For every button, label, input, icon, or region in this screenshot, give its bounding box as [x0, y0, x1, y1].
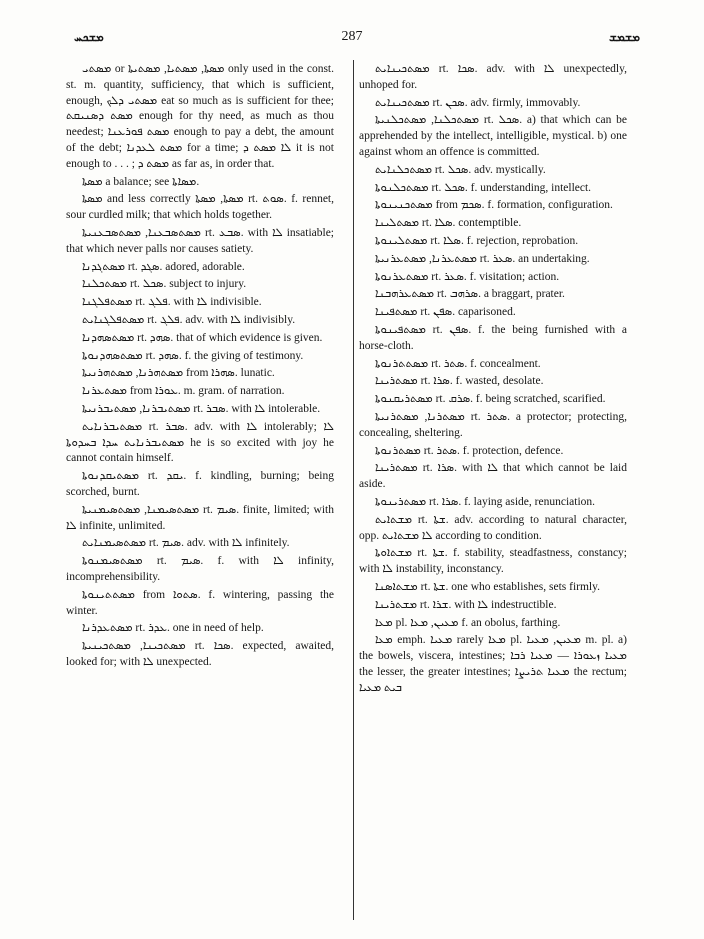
dictionary-entry: ܡܣܬܣܗܕܢܘܬܐ rt. ܣܗܕ. f. the giving of testimony. [82, 349, 304, 362]
dictionary-entry: ܡܣܬܣܝܡܢܐܝܬ rt. ܣܝܡ. adv. with ܠܐ infinitely. [82, 537, 290, 550]
dictionary-entry: ܡܣܬܦܝܢܘܬܐ rt. ܣܦܢ. f. the being furnished with a horse-cloth. [359, 323, 627, 352]
dictionary-entry: ܡܣܬܠܝܢܘܬܐ rt. ܣܠܐ. f. rejection, reprobation. [375, 234, 579, 247]
dictionary-entry: ܡܫܬܐܝܬ rt. ܫܬܐ. adv. according to natural character, opp. ܠܐ ܡܫܬܐܝܬ according to condition. [359, 513, 628, 542]
dictionary-entry: ܡܥܐ emph. ܡܥܝܐ rarely ܡܥܐ pl. ܡܥܝܢ, ܡܥܝܐ m. pl. a) the bowels, viscera, intestines; ܡܥܝܐ ܙܥܘܪܐ — ܡܥܝܐ ܪܒܐ the lesser, the greater intestines; ܡܥܝܐ ܬܪܝܨܐ the rectum; ܒܝܬ ܡܥܝܐ [359, 634, 627, 694]
dictionary-entry: ܡܣܬܟܠܢܐ rt. ܣܟܠ. subject to injury. [82, 278, 247, 291]
dictionary-entry: ܡܣܬܓܕܢܐ rt. ܣܓܕ. adored, adorable. [82, 260, 245, 273]
dictionary-entry: ܡܣܬܣܗܕܢܐ rt. ܣܗܕ. that of which evidence is given. [82, 331, 323, 344]
column-divider [353, 60, 354, 920]
dictionary-entry: ܡܣܬܐ a balance; see ܡܣܐܬܐ. [82, 175, 200, 188]
dictionary-entry: ܡܫܬܐܘܬܐ rt. ܫܬܐ. f. stability, steadfastness, constancy; with ܠܐ instability, inconstancy. [359, 547, 627, 576]
left-column [66, 62, 334, 673]
right-column [359, 62, 627, 698]
dictionary-entry: ܡܣܬܝܩܕܢܘܬܐ rt. ܝܩܕ. f. kindling, burning; being scorched, burnt. [66, 470, 335, 498]
dictionary-entry: ܡܣܬܦܝܢܐ rt. ܣܦܢ. caparisoned. [375, 306, 516, 319]
dictionary-entry: ܡܣܬܐ and less correctly ܡܣܬܐ, ܡܣܬܐ rt. ܣܘܬ. f. rennet, sour curdled milk; that which holds together. [66, 193, 334, 222]
dictionary-entry: ܡܣܬܟܝܢܐܝܬ rt. ܣܟܐ. adv. with ܠܐ unexpectedly, unhoped for. [359, 63, 627, 91]
dictionary-entry: ܡܣܬܣܒܥܢܐ, ܡܣܬܣܒܥܢܝܬܐ rt. ܣܒܥ. with ܠܐ insatiable; that which never palls nor causes satiety. [66, 226, 335, 255]
dictionary-entry: ܡܣܬܝܒܪܢܐ, ܡܣܬܝܒܪܢܝܬܐ rt. ܣܒܪ. with ܠܐ intolerable. [82, 402, 321, 415]
dictionary-entry: ܡܣܬܟܝܢܐܝܬ rt. ܣܟܢ. adv. firmly, immovably. [375, 96, 581, 109]
dictionary-entry: ܡܣܬܦܠܓܢܐܝܬ rt. ܦܠܓ. adv. with ܠܐ indivisibly. [82, 313, 296, 326]
dictionary-entry: ܡܣܬܬܪܢܘܬܐ rt. ܣܬܪ. f. concealment. [375, 357, 541, 370]
dictionary-entry: ܡܣܬܥܪܢܘܬܐ rt. ܣܥܪ. f. visitation; action. [375, 270, 560, 283]
dictionary-entry: ܡܣܬܥܪܢܐ, ܡܣܬܥܪܢܝܬܐ rt. ܣܥܪ. an undertaking. [375, 252, 590, 265]
header-right-word: ܡܫܡܫ [608, 30, 640, 44]
dictionary-entry: ܡܣܬܟܠܢܐ, ܡܣܬܟܠܢܝܬܐ rt. ܣܟܠ. a) that which can be apprehended by the intellect, intelligible, mystical. b) one against whom an offence is committed. [359, 114, 627, 158]
dictionary-entry: ܡܣܬܠܝܢܐ rt. ܣܠܐ. contemptible. [375, 217, 522, 230]
dictionary-entry: ܡܣܬܥܪܗܒܢܐ rt. ܣܪܗܒ. a braggart, prater. [375, 288, 565, 301]
running-header [0, 28, 704, 52]
dictionary-entry: ܡܣܬܝ or ܡܣܬܐ, ܡܣܬܝܐ, ܡܣܬܝܬܐ only used in the const. st. m. quantity, sufficiency, that which is sufficient, enough, ܡܣܬܝ ܕܠܟ eat so much as is sufficient for thee; ܡܣܬ ܕܣܢܝܩܬ enough for thy need, as much as thou needest; ܡܣܬ ܦܘܪܥܢܐ enough to pay a debt, the amount of the debt; ܡܣܬ ܠܥܕܢܐ for a time; ܠܐ ܡܣܬ ܕ it is not enough to . . . ; ܡܣܬ ܕ as far as, in order that. [66, 63, 334, 170]
dictionary-entry: ܡܣܬܟܝܢܐ, ܡܣܬܟܝܢܝܬܐ rt. ܣܟܐ. expected, awaited, looked for; with ܠܐ unexpected. [66, 640, 334, 668]
dictionary-entry: ܡܣܬܣܝܡܢܐ, ܡܣܬܣܝܡܢܝܬܐ rt. ܣܝܡ. finite, limited; with ܠܐ infinite, unlimited. [66, 503, 334, 532]
dictionary-entry: ܡܫܬܐܣܢܐ rt. ܫܬܐ. one who establishes, sets firmly. [375, 580, 600, 593]
dictionary-entry: ܡܣܬܦܠܓܢܐ rt. ܦܠܓ. with ܠܐ indivisible. [82, 296, 262, 309]
page-number: 287 [341, 29, 363, 44]
dictionary-entry: ܡܣܬܪܝܢܘܬܐ rt. ܣܪܐ. f. laying aside, renunciation. [375, 495, 596, 508]
header-left-word: ܡܫܟܚ [74, 30, 104, 44]
dictionary-entry: ܡܣܬܣܝܡܢܘܬܐ rt. ܣܝܡ. f. with ܠܐ infinity, incomprehensibility. [66, 555, 334, 583]
dictionary-entry: ܡܣܬܪܝܩܢܘܬܐ rt. ܣܪܩ. f. being scratched, scarified. [375, 393, 606, 406]
dictionary-entry: ܡܣܬܪܝܢܐ rt. ܣܪܐ. with ܠܐ that which cannot be laid aside. [359, 462, 627, 491]
dictionary-entry: ܡܣܬܥܪܢܐ from ܥܘܪܐ. m. gram. of narration. [82, 385, 285, 398]
dictionary-entry: ܡܫܬܪܝܢܐ rt. ܫܪܐ. with ܠܐ indestructible. [375, 598, 557, 611]
dictionary-entry: ܡܣܬܥܕܪܢܐ rt. ܥܕܪ. one in need of help. [82, 622, 264, 635]
dictionary-entry: ܡܣܬܗܪܢܐ, ܡܣܬܗܪܢܝܬܐ from ܣܗܪܐ. lunatic. [82, 367, 275, 380]
dictionary-entry: ܡܣܬܪܝܢܐ rt. ܣܪܐ. f. wasted, desolate. [375, 375, 544, 388]
dictionary-entry: ܡܣܬܟܠܢܘܬܐ rt. ܣܟܠ. f. understanding, intellect. [375, 181, 592, 194]
dictionary-entry: ܡܣܬܬܝܢܘܬܐ from ܣܬܘܐ. f. wintering, passing the winter. [66, 588, 335, 617]
dictionary-entry: ܡܣܬܟܢܝܢܘܬܐ from ܣܟܡ. f. formation, configuration. [375, 199, 613, 212]
dictionary-entry: ܡܥܐ pl. ܡܥܝܢ, ܡܥܐ f. an obolus, farthing. [375, 616, 561, 629]
dictionary-entry: ܡܣܬܪܢܘܬܐ rt. ܣܬܪ. f. protection, defence. [375, 444, 564, 457]
dictionary-entry: ܡܣܬܪܢܐ, ܡܣܬܪܢܝܬܐ rt. ܣܬܪ. a protector; protecting, concealing, sheltering. [359, 410, 628, 439]
dictionary-entry: ܡܣܬܝܒܪܢܐܝܬ rt. ܣܒܪ. adv. with ܠܐ intolerably; ܠܐ ܡܣܬܝܒܪܢܐܝܬ ܚܕܐ ܒܚܕܘܬܐ he is so excited with joy he cannot contain himself. [66, 420, 335, 465]
dictionary-entry: ܡܣܬܟܠܢܐܝܬ rt. ܣܟܠ. adv. mystically. [375, 163, 546, 176]
